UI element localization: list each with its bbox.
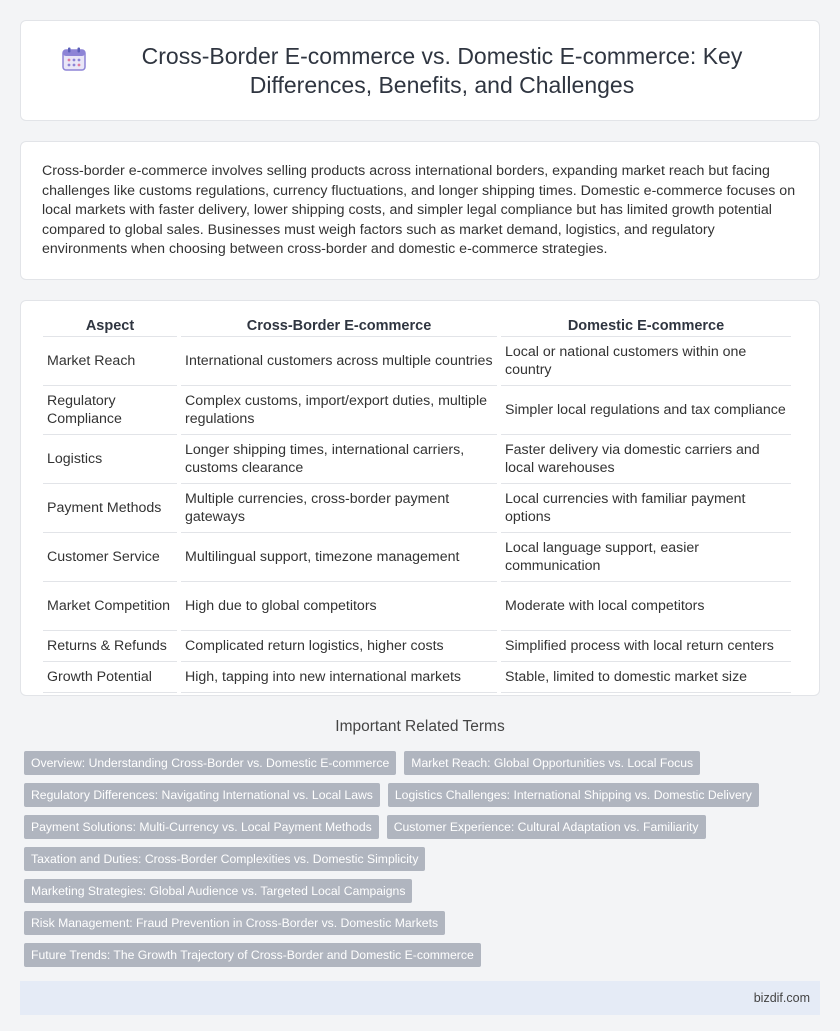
table-row xyxy=(43,337,791,386)
aspect-cell: Customer Service xyxy=(43,533,177,582)
title-wrap xyxy=(61,42,779,100)
cross-border-cell: Multilingual support, timezone management xyxy=(181,533,497,582)
domestic-cell: Simpler local regulations and tax compliance xyxy=(501,386,791,435)
comparison-table xyxy=(39,314,795,693)
table-header-row xyxy=(43,314,791,337)
related-term-tag[interactable]: Market Reach: Global Opportunities vs. Local Focus xyxy=(404,751,700,775)
table-row xyxy=(43,435,791,484)
related-terms-heading: Important Related Terms xyxy=(335,718,505,735)
cross-border-cell: High, tapping into new international markets xyxy=(181,662,497,693)
related-term-tag[interactable]: Customer Experience: Cultural Adaptation vs. Familiarity xyxy=(387,815,706,839)
aspect-cell: Market Competition xyxy=(43,582,177,631)
cross-border-cell: International customers across multiple countries xyxy=(181,337,497,386)
aspect-cell: Logistics xyxy=(43,435,177,484)
cross-border-cell: High due to global competitors xyxy=(181,582,497,631)
related-term-tag[interactable]: Payment Solutions: Multi-Currency vs. Local Payment Methods xyxy=(24,815,379,839)
aspect-cell: Regulatory Compliance xyxy=(43,386,177,435)
domestic-cell: Stable, limited to domestic market size xyxy=(501,662,791,693)
header-aspect: Aspect xyxy=(43,314,177,337)
domestic-cell: Moderate with local competitors xyxy=(501,582,791,631)
cross-border-cell: Multiple currencies, cross-border payment gateways xyxy=(181,484,497,533)
footer xyxy=(20,981,820,1015)
domestic-cell: Local or national customers within one country xyxy=(501,337,791,386)
aspect-cell: Payment Methods xyxy=(43,484,177,533)
domestic-cell: Local language support, easier communication xyxy=(501,533,791,582)
header-cross-border: Cross-Border E-commerce xyxy=(181,314,497,337)
cross-border-cell: Longer shipping times, international carriers, customs clearance xyxy=(181,435,497,484)
footer-site-link[interactable]: bizdif.com xyxy=(753,991,810,1005)
cross-border-cell: Complex customs, import/export duties, multiple regulations xyxy=(181,386,497,435)
page-title: Cross-Border E-commerce vs. Domestic E-commerce: Key Differences, Benefits, and Challenges xyxy=(141,42,743,98)
domestic-cell: Local currencies with familiar payment options xyxy=(501,484,791,533)
table-row xyxy=(43,631,791,662)
related-terms-list xyxy=(24,751,824,975)
table-row xyxy=(43,484,791,533)
domestic-cell: Simplified process with local return centers xyxy=(501,631,791,662)
related-term-tag[interactable]: Risk Management: Fraud Prevention in Cross-Border vs. Domestic Markets xyxy=(24,911,445,935)
related-term-tag[interactable]: Taxation and Duties: Cross-Border Complexities vs. Domestic Simplicity xyxy=(24,847,425,871)
related-term-tag[interactable]: Marketing Strategies: Global Audience vs. Targeted Local Campaigns xyxy=(24,879,412,903)
intro-card xyxy=(20,141,820,280)
comparison-card xyxy=(20,300,820,696)
table-row xyxy=(43,533,791,582)
domestic-cell: Faster delivery via domestic carriers and local warehouses xyxy=(501,435,791,484)
related-term-tag[interactable]: Overview: Understanding Cross-Border vs. Domestic E-commerce xyxy=(24,751,396,775)
aspect-cell: Returns & Refunds xyxy=(43,631,177,662)
related-term-tag[interactable]: Future Trends: The Growth Trajectory of Cross-Border and Domestic E-commerce xyxy=(24,943,481,967)
table-row xyxy=(43,582,791,631)
table-row xyxy=(43,662,791,693)
cross-border-cell: Complicated return logistics, higher costs xyxy=(181,631,497,662)
header-domestic: Domestic E-commerce xyxy=(501,314,791,337)
intro-paragraph: Cross-border e-commerce involves selling products across international borders, expanding market reach but facing challenges like customs regulations, currency fluctuations, and longer shipping times. Domestic e-commerce focuses on local markets with faster delivery, lower shipping costs, and simpler legal compliance but has limited growth potential compared to global sales. Businesses must weigh factors such as market demand, logistics, and regulatory environments when choosing between cross-border and domestic e-commerce strategies. xyxy=(42,163,796,258)
header-card xyxy=(20,20,820,121)
aspect-cell: Growth Potential xyxy=(43,662,177,693)
aspect-cell: Market Reach xyxy=(43,337,177,386)
table-row xyxy=(43,386,791,435)
related-term-tag[interactable]: Logistics Challenges: International Shipping vs. Domestic Delivery xyxy=(388,783,759,807)
related-term-tag[interactable]: Regulatory Differences: Navigating International vs. Local Laws xyxy=(24,783,380,807)
calendar-icon xyxy=(61,46,87,72)
